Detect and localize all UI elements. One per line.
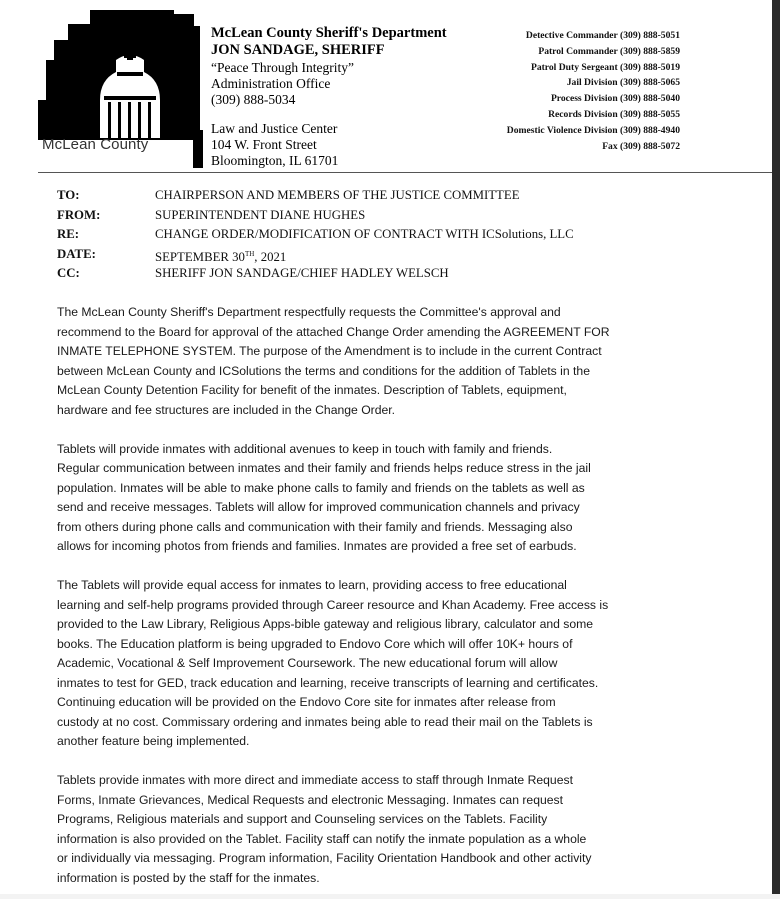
body-line: learning and self-help programs provided through Career resource and Khan Academy. Free access is [57,597,609,612]
memo-to-label: TO: [57,188,80,202]
body-line: inmates to test for GED, track education and learning, receive transcripts of learning and certificates. [57,675,599,690]
department-contacts [507,28,680,154]
body-line: send and receive messages. Tablets will allow for improved communication channels and privacy [57,500,580,514]
body-line: information is also provided on the Tablet. Facility staff can notify the inmate population as a whole [57,831,587,846]
body-line: INMATE TELEPHONE SYSTEM. The purpose of the Amendment is to include in the current Contract [57,344,602,358]
motto: “Peace Through Integrity” [211,60,354,75]
body-line: custody at no cost. Commissary ordering and inmates being able to read their mail on the Tablets is [57,714,593,729]
body-line: The McLean County Sheriff's Department respectfully requests the Committee's approval and [57,305,561,319]
body-line: recommend to the Board for approval of the attached Change Order amending the AGREEMENT FOR [57,324,610,339]
body-line: population. Inmates will be able to make phone calls to family and friends on the tablets as well as [57,480,585,495]
department-name: McLean County Sheriff's Department [211,25,447,41]
memo-body [57,303,687,908]
contact-line: Patrol Commander (309) 888-5859 [538,45,680,57]
body-line: or individually via messaging. Program information, Facility Orientation Handbook and other activity [57,851,592,865]
body-line: Forms, Inmate Grievances, Medical Requests and electronic Messaging. Inmates can request [57,792,564,807]
body-line: Programs, Religious materials and support and Counseling services on the Tablets. Facility [57,812,548,826]
address-line: 104 W. Front Street [211,137,317,152]
paragraph-staff-access [57,771,687,888]
body-line: Tablets provide inmates with more direct and immediate access to staff through Inmate Request [57,773,573,787]
paragraph-education [57,576,687,752]
body-line: books. The Education platform is being upgraded to Endovo Core which will offer 10K+ hours of [57,636,573,651]
body-line: Continuing education will be provided on the Endovo Core site for inmates after release from [57,695,556,709]
contact-line: Fax (309) 888-5072 [602,140,680,152]
body-line: from others during phone calls and communication with their family and friends. Messaging also [57,519,573,534]
body-line: McLean County Detention Facility for benefit of the inmates. Description of Tablets, equipment, [57,383,567,397]
contact-line: Records Division (309) 888-5055 [548,108,680,120]
memo-to-value: CHAIRPERSON AND MEMBERS OF THE JUSTICE COMMITTEE [155,188,520,202]
body-line: Academic, Vocational & Self Improvement Coursework. The new educational forum will allow [57,656,558,670]
memo-cc-value: SHERIFF JON SANDAGE/CHIEF HADLEY WELSCH [155,266,449,280]
memo-cc-label: CC: [57,266,80,280]
paragraph-communication [57,440,687,557]
memo-date-year: , 2021 [254,249,287,264]
body-line: provided to the Law Library, Religious Apps-bible gateway and religious library, calculator and some [57,617,594,631]
body-line: The Tablets will provide equal access for inmates to learn, providing access to free educational [57,578,567,592]
address-line: Bloomington, IL 61701 [211,153,339,168]
memo-re-label: RE: [57,227,80,241]
memo-date-ordinal: TH [244,249,255,258]
body-line: Regular communication between inmates and their family and friends helps reduce stress in the jail [57,461,591,475]
memo-from-label: FROM: [57,207,101,222]
paragraph-request [57,303,687,420]
body-line: between McLean County and ICSolutions the terms and conditions for the addition of Tablets in the [57,363,590,378]
body-line: another feature being implemented. [57,734,250,748]
viewer-edge-right [772,0,780,899]
memo-date-label: DATE: [57,246,96,261]
body-line: information is posted by the staff for the inmates. [57,870,320,885]
office-name: Administration Office [211,76,331,91]
contact-line: Process Division (309) 888-5040 [550,93,680,105]
contact-line: Domestic Violence Division (309) 888-4940 [506,124,680,136]
body-line: hardware and fee structures are included in the Change Order. [57,402,396,417]
sheriff-name: JON SANDAGE, SHERIFF [211,42,385,58]
contact-line: Patrol Duty Sergeant (309) 888-5019 [530,61,680,73]
memo-from-value: SUPERINTENDENT DIANE HUGHES [155,207,366,222]
office-phone: (309) 888-5034 [211,92,296,107]
memo-date-main: SEPTEMBER 30 [155,249,245,264]
contact-line: Jail Division (309) 888-5065 [566,77,680,89]
body-line: allows for incoming photos from friends and families. Inmates are provided a free set of earbuds. [57,539,577,553]
memo-re-value: CHANGE ORDER/MODIFICATION OF CONTRACT WITH ICSolutions, LLC [155,227,574,241]
contact-line: Detective Commander (309) 888-5051 [525,30,680,41]
address-line: Law and Justice Center [211,121,338,136]
body-line: Tablets will provide inmates with additional avenues to keep in touch with family and friends. [57,441,553,456]
letterhead-divider [38,172,772,173]
logo-caption: McLean County [42,136,149,153]
